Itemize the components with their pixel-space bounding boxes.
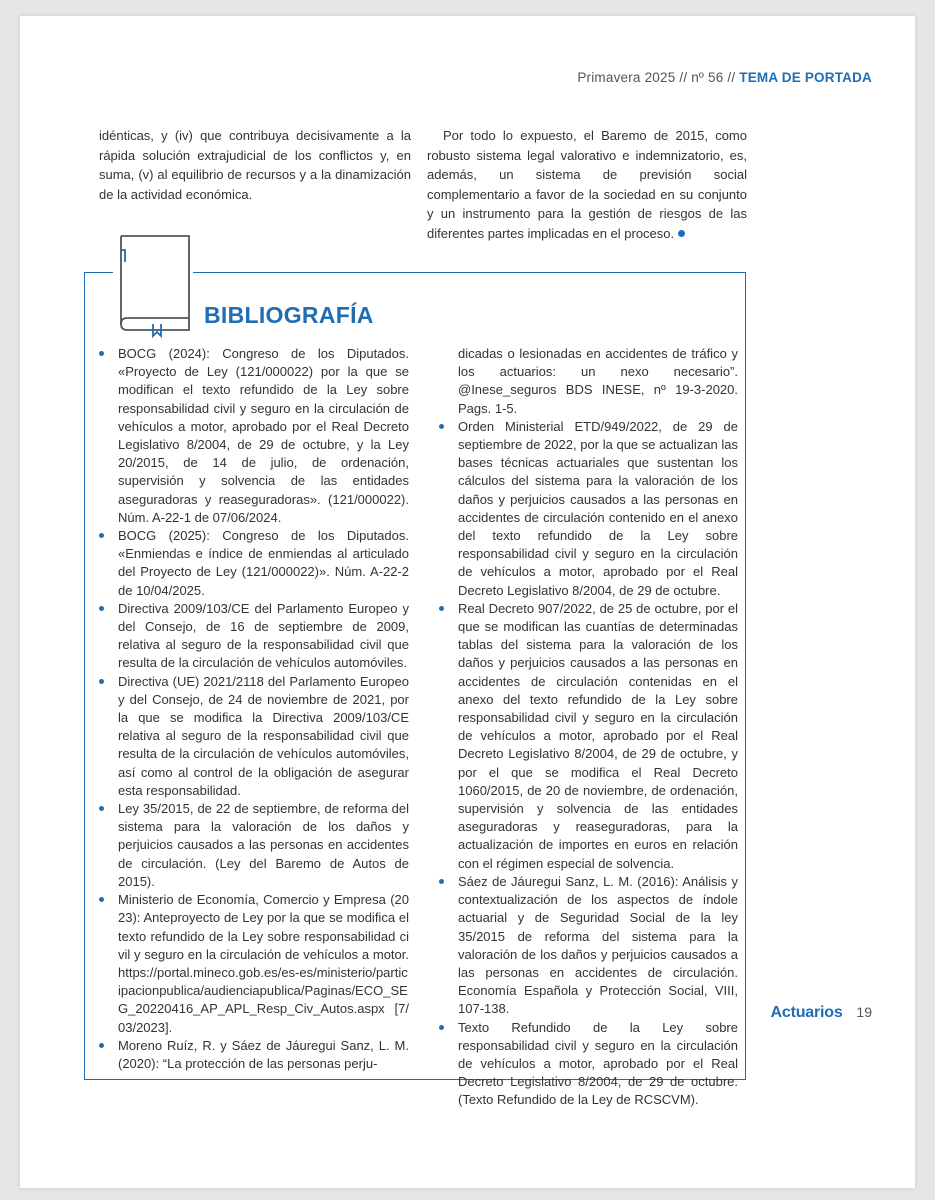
intro-right-text: Por todo lo expuesto, el Baremo de 2015, como robusto sistema legal valorativo e indemnizatorio, es, además, un sistema de previsión social complementario a favor de la sociedad en su conjunto y un instrumento para la gestión de riesgos de las diferentes partes implicadas en el proceso. <box>427 128 747 241</box>
list-item-continuation <box>436 345 738 418</box>
page-footer <box>771 1004 872 1022</box>
reference-text: Directiva 2009/103/CE del Parlamento Europeo y del Consejo, de 16 de septiembre de 2009, relativa al seguro de la responsabilidad civil que resulta de la circulación de vehículos automóviles. <box>118 600 409 671</box>
bullet-icon <box>99 897 104 902</box>
list-item <box>436 1019 738 1110</box>
bullet-icon <box>439 1025 444 1030</box>
magazine-brand: Actuarios <box>770 1004 843 1021</box>
reference-text: Sáez de Jáuregui Sanz, L. M. (2016): Análisis y contextualización de los aspectos de índole actuarial y de Seguridad Social de la ley 35/2015 de reforma del sistema para la valoración de los daños y perjuicios causados a las personas en accidentes de circulación. Economía Española y Protección Social, VIII, 107-138. <box>458 873 738 1017</box>
running-header <box>577 70 872 85</box>
page-number: 19 <box>856 1004 872 1020</box>
book-icon <box>113 230 193 340</box>
section-label: TEMA DE PORTADA <box>739 70 872 85</box>
reference-text: Moreno Ruíz, R. y Sáez de Jáuregui Sanz, L. M.(2020): “La protección de las personas perju- <box>118 1037 409 1071</box>
bullet-icon <box>99 806 104 811</box>
reference-text: Texto Refundido de la Ley sobre responsabilidad civil y seguro en la circulación de vehículos a motor, aprobado por el Real Decreto Legislativo 8/2004, de 29 de octubre. (Texto Refundido de la Ley de RCSCVM). <box>458 1019 738 1108</box>
end-of-article-dot <box>678 230 685 237</box>
list-item <box>96 600 409 673</box>
intro-left-column <box>99 126 411 204</box>
reference-text: Directiva (UE) 2021/2118 del Parlamento Europeo y del Consejo, de 24 de noviembre de 2021, por la que se modifica la Directiva 2009/103/CE relativa al seguro de la responsabilidad civil que resulta de la circulación de vehículos automóviles, así como al control de la obligación de asegurar esta responsabilidad. <box>118 673 409 798</box>
list-item <box>96 891 409 1037</box>
bibliography-title: BIBLIOGRAFÍA <box>204 302 374 328</box>
bullet-icon <box>99 533 104 538</box>
reference-text: Ministerio de Economía, Comercio y Empresa (2023): Anteproyecto de Ley por la que se modifica el texto refundido de la Ley sobre responsabilidad civil y seguro en la circulación de vehículos a motor. https://portal.mineco.gob.es/es-es/ministerio/participacionpublica/audienciapublica/Paginas/ECO_SEG_20220416_AP_APL_Resp_Civ_Autos.aspx [7/03/2023]. <box>118 892 409 1035</box>
bullet-icon <box>99 679 104 684</box>
reference-text: BOCG (2025): Congreso de los Diputados. «Enmiendas e índice de enmiendas al articulado del Proyecto de Ley (121/000022)». Núm. A-22-2 de 10/04/2025. <box>118 528 409 598</box>
bullet-icon <box>439 424 444 429</box>
bullet-icon <box>99 1043 104 1048</box>
list-item <box>96 800 409 891</box>
bullet-icon <box>439 606 444 611</box>
intro-right-paragraph <box>427 126 747 243</box>
list-item <box>436 600 738 873</box>
bullet-icon <box>99 606 104 611</box>
issue-label: Primavera 2025 // nº 56 // <box>577 70 736 85</box>
reference-text: Ley 35/2015, de 22 de septiembre, de reforma del sistema para la valoración de los daños y perjuicios causados a las personas en accidentes de circulación. (Ley del Baremo de Autos de 2015). <box>118 801 409 889</box>
reference-text: Real Decreto 907/2022, de 25 de octubre, por el que se modifican las cuantías de determinadas tablas del sistema para la valoración de los daños y perjuicios causados a las personas en accidentes de circulación contenidas en el anexo del texto refundido de la Ley sobre responsabilidad civil y seguro en la circulación de vehículos a motor, aprobado por el Real Decreto Legislativo 8/2004, de 29 de octubre, y por el que se modifica el Real Decreto 1060/2015, de 20 de noviembre, de ordenación, supervisión y solvencia de las entidades aseguradoras y reaseguradoras, para la actualización de importes en euros en relación con el régimen especial de solvencia. <box>458 600 738 871</box>
list-item <box>96 345 409 527</box>
reference-text: BOCG (2024): Congreso de los Diputados. «Proyecto de Ley (121/000022) por la que se modifican el texto refundido de la Ley sobre responsabilidad civil y seguro en la circulación de vehículos a motor, aprobado por el Real Decreto Legislativo 8/2004, de 29 de octubre, y la Ley 20/2015, de 14 de julio, de ordenación, supervisión y solvencia de las entidades aseguradoras y reaseguradoras». (121/000022). Núm. A-22-1 de 07/06/2024. <box>118 346 409 525</box>
list-item <box>436 418 738 600</box>
list-item <box>96 527 409 600</box>
bibliography-right-column <box>436 345 738 1110</box>
list-item <box>96 1037 409 1073</box>
bullet-icon <box>99 351 104 356</box>
list-item <box>96 673 409 800</box>
list-item <box>436 873 738 1019</box>
bullet-icon <box>439 879 444 884</box>
bibliography-left-column <box>96 345 409 1073</box>
reference-text: Orden Ministerial ETD/949/2022, de 29 de septiembre de 2022, por la que se actualizan las bases técnicas actuariales que sustentan los cálculos del sistema para la valoración de los daños y perjuicios causados a las personas en accidentes de circulación contenido en el anexo del texto refundido de la Ley sobre responsabilidad civil y seguro en la circulación de vehículos a motor, aprobado por el Real Decreto Legislativo 8/2004, de 29 de octubre. <box>458 418 738 598</box>
intro-right-column <box>427 126 747 243</box>
reference-text: dicadas o lesionadas en accidentes de tráfico y los actuarios: un nexo necesario”. @Inese_seguros BDS INESE, nº 19-3-2020. Pags. 1-5. <box>458 346 738 416</box>
intro-left-paragraph: idénticas, y (iv) que contribuya decisivamente a la rápida solución extrajudicial de los conflictos y, en suma, (v) al equilibrio de recursos y a la dinamización de la actividad económica. <box>99 128 411 202</box>
